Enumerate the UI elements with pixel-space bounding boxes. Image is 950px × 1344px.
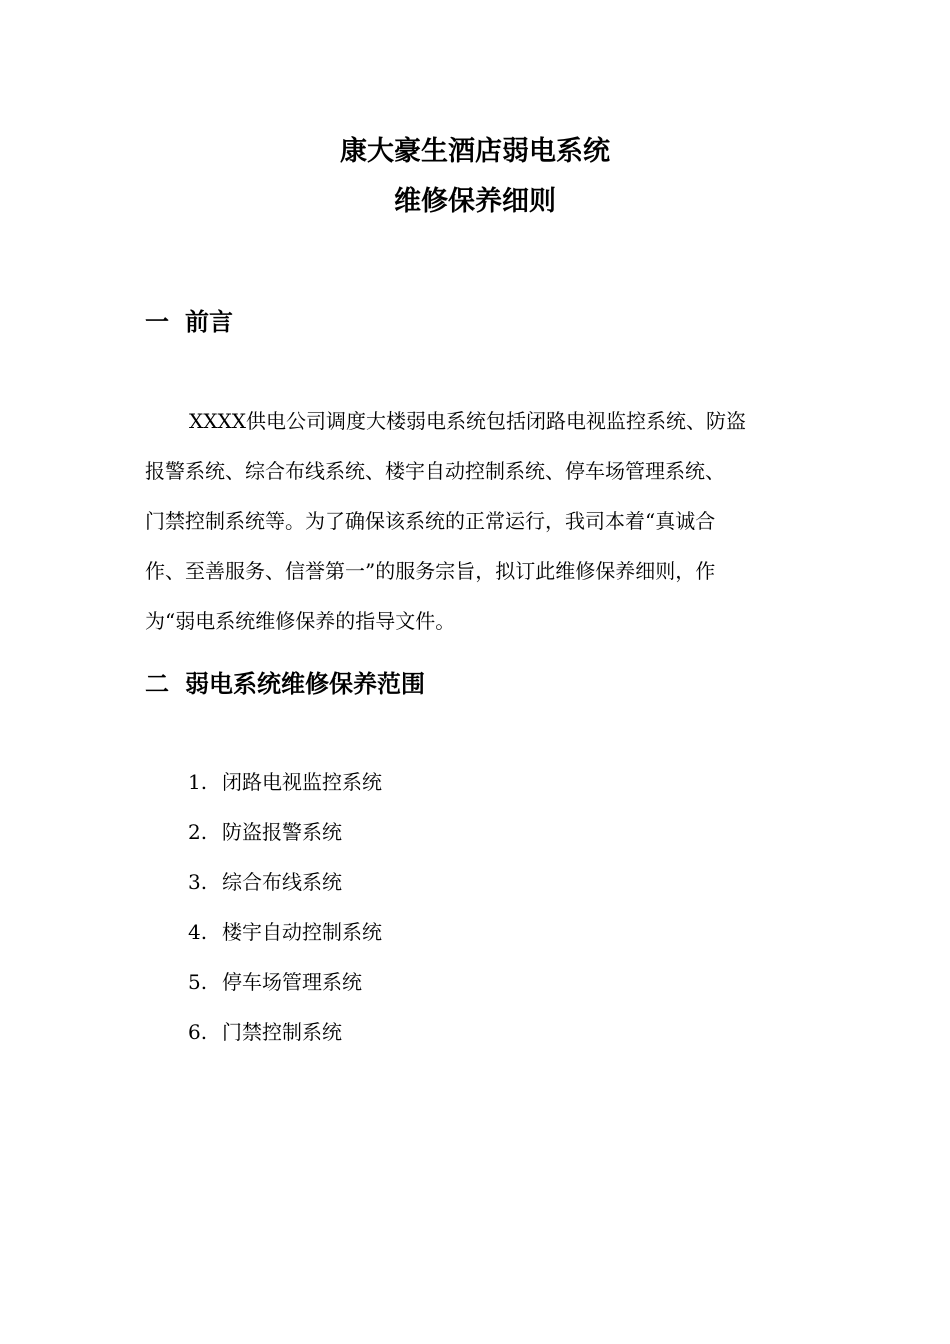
paragraph-line: 门禁控制系统等。为了确保该系统的正常运行，我司本着“真诚合 <box>145 509 716 533</box>
list-item <box>188 957 382 1007</box>
paragraph-line: 为“弱电系统维修保养的指导文件。 <box>145 609 456 633</box>
section-heading-preface <box>145 306 233 338</box>
section-title: 弱电系统维修保养范围 <box>185 670 425 698</box>
list-item <box>188 757 382 807</box>
list-item-text: 防盗报警系统 <box>222 820 342 844</box>
section-number: 二 <box>145 670 169 698</box>
list-item-text: 停车场管理系统 <box>222 970 362 994</box>
paragraph-line: 作、至善服务、信誉第一”的服务宗旨，拟订此维修保养细则，作 <box>145 559 716 583</box>
list-item-text: 综合布线系统 <box>222 870 342 894</box>
paragraph-line: XXXX供电公司调度大楼弱电系统包括闭路电视监控系统、防盗 <box>189 409 746 433</box>
preface-paragraph <box>145 396 805 646</box>
list-item-number: 5. <box>188 970 208 994</box>
paragraph-line: 报警系统、综合布线系统、楼宇自动控制系统、停车场管理系统、 <box>145 459 725 483</box>
list-item-number: 6. <box>188 1020 208 1044</box>
scope-list <box>188 757 382 1057</box>
section-title: 前言 <box>185 308 233 336</box>
list-item-number: 3. <box>188 870 208 894</box>
list-item-number: 2. <box>188 820 208 844</box>
list-item-text: 闭路电视监控系统 <box>222 770 382 794</box>
list-item-text: 楼宇自动控制系统 <box>222 920 382 944</box>
list-item-number: 4. <box>188 920 208 944</box>
list-item <box>188 1007 382 1057</box>
list-item <box>188 907 382 957</box>
section-number: 一 <box>145 308 169 336</box>
section-heading-scope <box>145 668 425 700</box>
document-title-line-1: 康大豪生酒店弱电系统 <box>340 136 610 167</box>
list-item <box>188 807 382 857</box>
list-item-number: 1. <box>188 770 208 794</box>
document-title-line-2: 维修保养细则 <box>394 186 556 217</box>
list-item <box>188 857 382 907</box>
list-item-text: 门禁控制系统 <box>222 1020 342 1044</box>
